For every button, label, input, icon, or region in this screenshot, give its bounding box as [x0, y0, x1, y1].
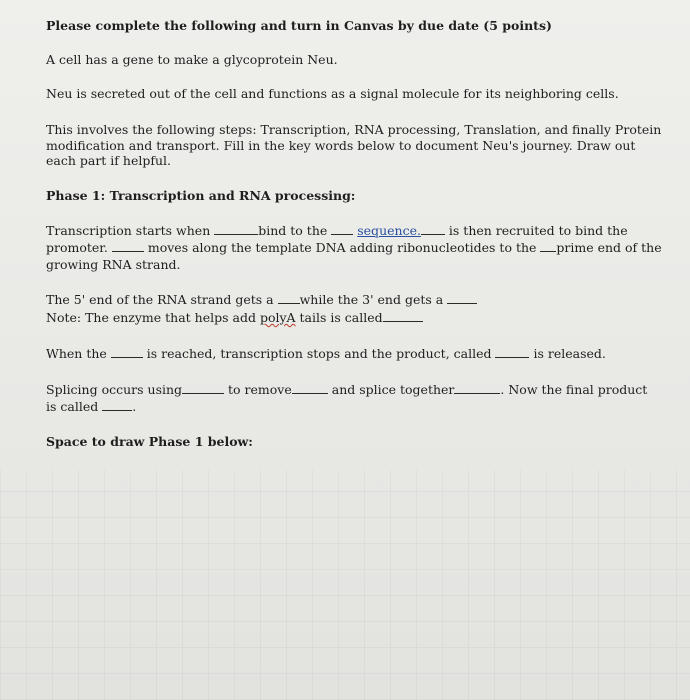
blank-field[interactable]: [454, 382, 500, 394]
text: When the: [46, 346, 107, 361]
text: moves along the template DNA adding ribonucleotides to the: [147, 240, 537, 255]
intro-paragraph-1: A cell has a gene to make a glycoprotein Neu.: [46, 52, 338, 67]
text: Transcription starts when: [46, 223, 211, 238]
processing-line-1: [46, 292, 477, 307]
text: and splice together: [331, 382, 455, 397]
text: prime end of the: [556, 240, 662, 255]
drawing-area: [0, 470, 690, 700]
blank-field[interactable]: [383, 310, 423, 322]
text: . Now the final product: [500, 382, 648, 397]
phase1-heading: Phase 1: Transcription and RNA processing:: [46, 188, 356, 203]
termination-line: [46, 346, 606, 361]
blank-field[interactable]: [292, 382, 328, 394]
splicing-line-1: [46, 382, 647, 397]
blank-field[interactable]: [495, 346, 529, 358]
sequence-link-text: sequence.: [357, 223, 421, 238]
transcription-line-3: growing RNA strand.: [46, 257, 181, 272]
intro-paragraph-3-line-1: This involves the following steps: Transcription, RNA processing, Translation, and finally Protein: [46, 122, 662, 137]
blank-field[interactable]: [214, 223, 258, 235]
blank-field[interactable]: [447, 292, 477, 304]
blank-field[interactable]: [540, 240, 556, 252]
blank-field[interactable]: [278, 292, 300, 304]
text: while the 3' end gets a: [299, 292, 444, 307]
text: Splicing occurs using: [46, 382, 183, 397]
intro-paragraph-3-line-3: each part if helpful.: [46, 153, 171, 168]
splicing-line-2: [46, 399, 136, 414]
text: bind to the: [258, 223, 328, 238]
blank-field[interactable]: [112, 240, 144, 252]
polya-word: polyA: [259, 310, 296, 325]
text: is reached, transcription stops and the product, called: [146, 346, 492, 361]
text: Note: The enzyme that helps add: [46, 310, 260, 325]
text: The 5' end of the RNA strand gets a: [46, 292, 274, 307]
blank-field[interactable]: [111, 346, 143, 358]
text: to remove: [228, 382, 292, 397]
text: is then recruited to bind the: [448, 223, 628, 238]
text: is called: [46, 399, 99, 414]
intro-paragraph-2: Neu is secreted out of the cell and functions as a signal molecule for its neighboring cells.: [46, 86, 619, 101]
blank-field[interactable]: [331, 223, 353, 235]
text: .: [132, 399, 137, 414]
intro-paragraph-3-line-2: modification and transport. Fill in the key words below to document Neu's journey. Draw out: [46, 138, 636, 153]
text: is released.: [533, 346, 606, 361]
blank-field[interactable]: [102, 399, 132, 411]
transcription-line-1: [46, 223, 628, 238]
text: promoter.: [46, 240, 108, 255]
assignment-title: Please complete the following and turn in Canvas by due date (5 points): [46, 18, 552, 33]
transcription-line-2: [46, 240, 662, 255]
text: tails is called: [295, 310, 383, 325]
blank-field[interactable]: [182, 382, 224, 394]
processing-line-2: [46, 310, 423, 325]
blank-field[interactable]: [421, 223, 445, 235]
draw-space-label: Space to draw Phase 1 below:: [46, 434, 253, 449]
